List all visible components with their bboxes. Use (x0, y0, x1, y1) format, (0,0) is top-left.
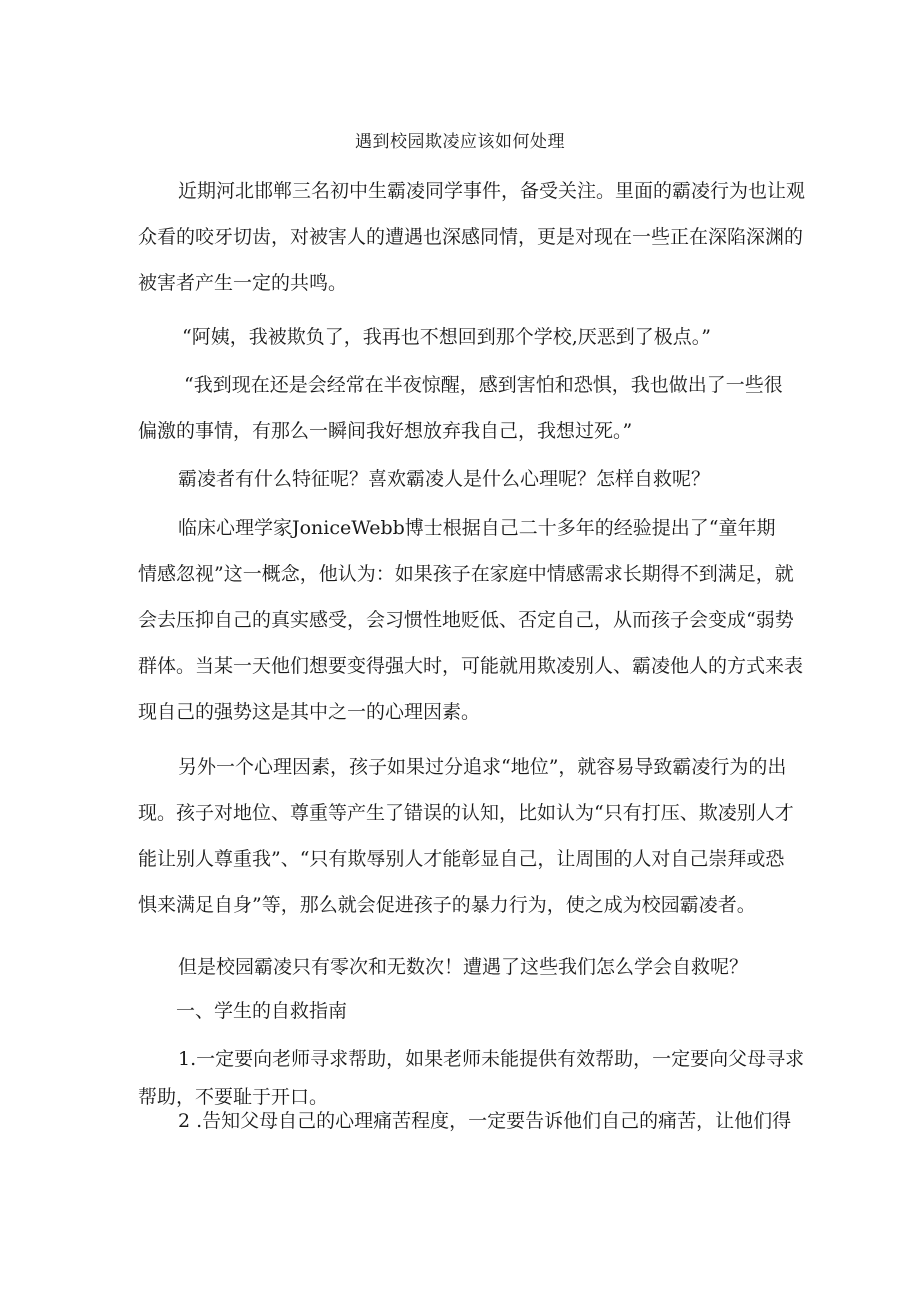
section-heading (138, 988, 798, 1034)
document-title: 遇到校园欺凌应该如何处理 (355, 132, 565, 152)
paragraph-line: 现自己的强势这是其中之一的心理因素。 (138, 701, 481, 723)
paragraph-neglect (138, 505, 804, 735)
paragraph-line: 现。孩子对地位、尊重等产生了错误的认知，比如认为“只有打压、欺凌别人才 (138, 802, 794, 824)
paragraph-line: 群体。当某一天他们想要变得强大时，可能就用欺凌别人、霸凌他人的方式来表 (138, 655, 804, 677)
paragraph-quote-1 (138, 314, 798, 360)
paragraph-line: 惧来满足自身”等，那么就会促进孩子的暴力行为，使之成为校园霸凌者。 (138, 894, 756, 916)
paragraph-questions (138, 456, 798, 502)
paragraph-line: 偏激的事情，有那么一瞬间我好想放弃我自己，我想过死。” (138, 420, 633, 442)
paragraph-line: 临床心理学家JoniceWebb博士根据自己二十多年的经验提出了“童年期 (178, 517, 776, 539)
paragraph-line: 会去压抑自己的真实感受，会习惯性地贬低、否定自己，从而孩子会变成“弱势 (138, 609, 794, 631)
paragraph-status (138, 744, 798, 928)
paragraph-line: 能让别人尊重我”、“只有欺辱别人才能彰显自己，让周围的人对自己崇拜或恐 (138, 848, 785, 870)
paragraph-line: 近期河北邯郸三名初中生霸凌同学事件，备受关注。里面的霸凌行为也让观 (178, 180, 806, 202)
paragraph-line: 情感忽视”这一概念，他认为：如果孩子在家庭中情感需求长期得不到满足，就 (138, 563, 794, 585)
paragraph-line: 帮助，不要耻于开口。 (138, 1086, 329, 1108)
paragraph-line: “阿姨，我被欺负了，我再也不想回到那个学校,厌恶到了极点。” (182, 326, 711, 348)
paragraph-line: 一、学生的自救指南 (176, 1000, 348, 1022)
paragraph-intro (138, 168, 806, 306)
paragraph-line: 1.一定要向老师寻求帮助，如果老师未能提供有效帮助，一定要向父母寻求 (178, 1048, 805, 1070)
paragraph-line: 众看的咬牙切齿，对被害人的遭遇也深感同情，更是对现在一些正在深陷深渊的 (138, 226, 804, 248)
paragraph-line: 霸凌者有什么特征呢？喜欢霸凌人是什么心理呢？怎样自救呢？ (178, 468, 711, 490)
paragraph-line: 另外一个心理因素，孩子如果过分追求“地位”，就容易导致霸凌行为的出 (178, 756, 787, 778)
paragraph-line: “我到现在还是会经常在半夜惊醒，感到害怕和恐惧，我也做出了一些很 (184, 374, 783, 396)
paragraph-line: 但是校园霸凌只有零次和无数次！遭遇了这些我们怎么学会自救呢？ (178, 956, 749, 978)
list-item-2 (138, 1098, 798, 1144)
paragraph-zero-times (138, 944, 798, 990)
paragraph-line: 被害者产生一定的共鸣。 (138, 272, 348, 294)
paragraph-line: 2 .告知父母自己的心理痛苦程度，一定要告诉他们自己的痛苦，让他们得 (178, 1110, 792, 1132)
paragraph-quote-2 (138, 362, 798, 454)
